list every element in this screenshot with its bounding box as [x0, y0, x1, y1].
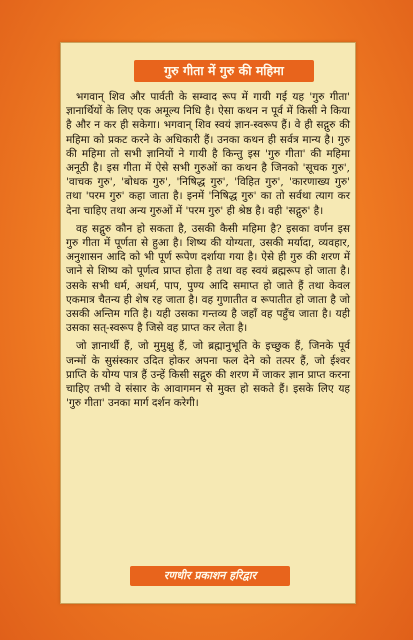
page-title: गुरु गीता में गुरु की महिमा: [134, 60, 314, 82]
paragraph-2: वह सद्गुरु कौन हो सकता है, उसकी कैसी महिमा है? इसका वर्णन इस गुरु गीता में पूर्णता से हुआ है। शिष्य की योग्यता, उसकी मर्यादा, व्यवहार, अनुशासन आदि को भी पूर्ण रूपेण दर्शाया गया है। ऐसे ही गुरु की शरण में जाने से शिष्य को पूर्णत्व प्राप्त होता है तथा वह स्वयं ब्रह्मरूप हो जाता है। उसके सभी धर्म, अधर्म, पाप, पुण्य आदि समाप्त हो जाते हैं तथा केवल एकमात्र चैतन्य ही शेष रह जाता है। वह गुणातीत व रूपातीत हो जाता है जो उसकी अन्तिम गति है। यही उसका गन्तव्य है जहाँ वह पहुँच जाता है। यही उसका सत्-स्वरूप है जिसे वह प्राप्त कर लेता है।: [66, 222, 350, 335]
publisher-banner: रणधीर प्रकाशन हरिद्वार: [130, 566, 290, 586]
paragraph-3: जो ज्ञानार्थी हैं, जो मुमुक्षु हैं, जो ब्रह्मानुभूति के इच्छुक हैं, जिनके पूर्व जन्मों के सुसंस्कार उदित होकर अपना फल देने को तत्पर हैं, जो ईश्वर प्राप्ति के योग्य पात्र हैं उन्हें किसी सद्गुरु की शरण में जाकर ज्ञान प्राप्त करना चाहिए तभी वे संसार के आवागमन से मुक्त हो सकते हैं। इसके लिए यह 'गुरु गीता' उनका मार्ग दर्शन करेगी।: [66, 340, 350, 410]
blurb-text: [66, 90, 350, 414]
paragraph-1: भगवान् शिव और पार्वती के सम्वाद रूप में गायी गई यह 'गुरु गीता' ज्ञानार्थियों के लिए एक अमूल्य निधि है। ऐसा कथन न पूर्व में किसी ने किया है और न कर ही सकेगा। भगवान् शिव स्वयं ज्ञान-स्वरूप हैं। वे ही सद्गुरु की महिमा को प्रकट करने के अधिकारी हैं। उनका कथन ही सर्वत्र मान्य है। गुरु की महिमा तो सभी ज्ञानियों ने गायी है किन्तु इस 'गुरु गीता' की महिमा अनूठी है। इस गीता में ऐसे सभी गुरुओं का कथन है जिनको 'सूचक गुरु', 'वाचक गुरु', 'बोधक गुरु', 'निषिद्ध गुरु', 'विहित गुरु', 'कारणाख्य गुरु' तथा 'परम गुरु' कहा जाता है। इनमें 'निषिद्ध गुरु' का तो सर्वथा त्याग कर देना चाहिए तथा अन्य गुरुओं में 'परम गुरु' ही श्रेष्ठ है। वही 'सद्गुरु' है।: [66, 91, 350, 217]
